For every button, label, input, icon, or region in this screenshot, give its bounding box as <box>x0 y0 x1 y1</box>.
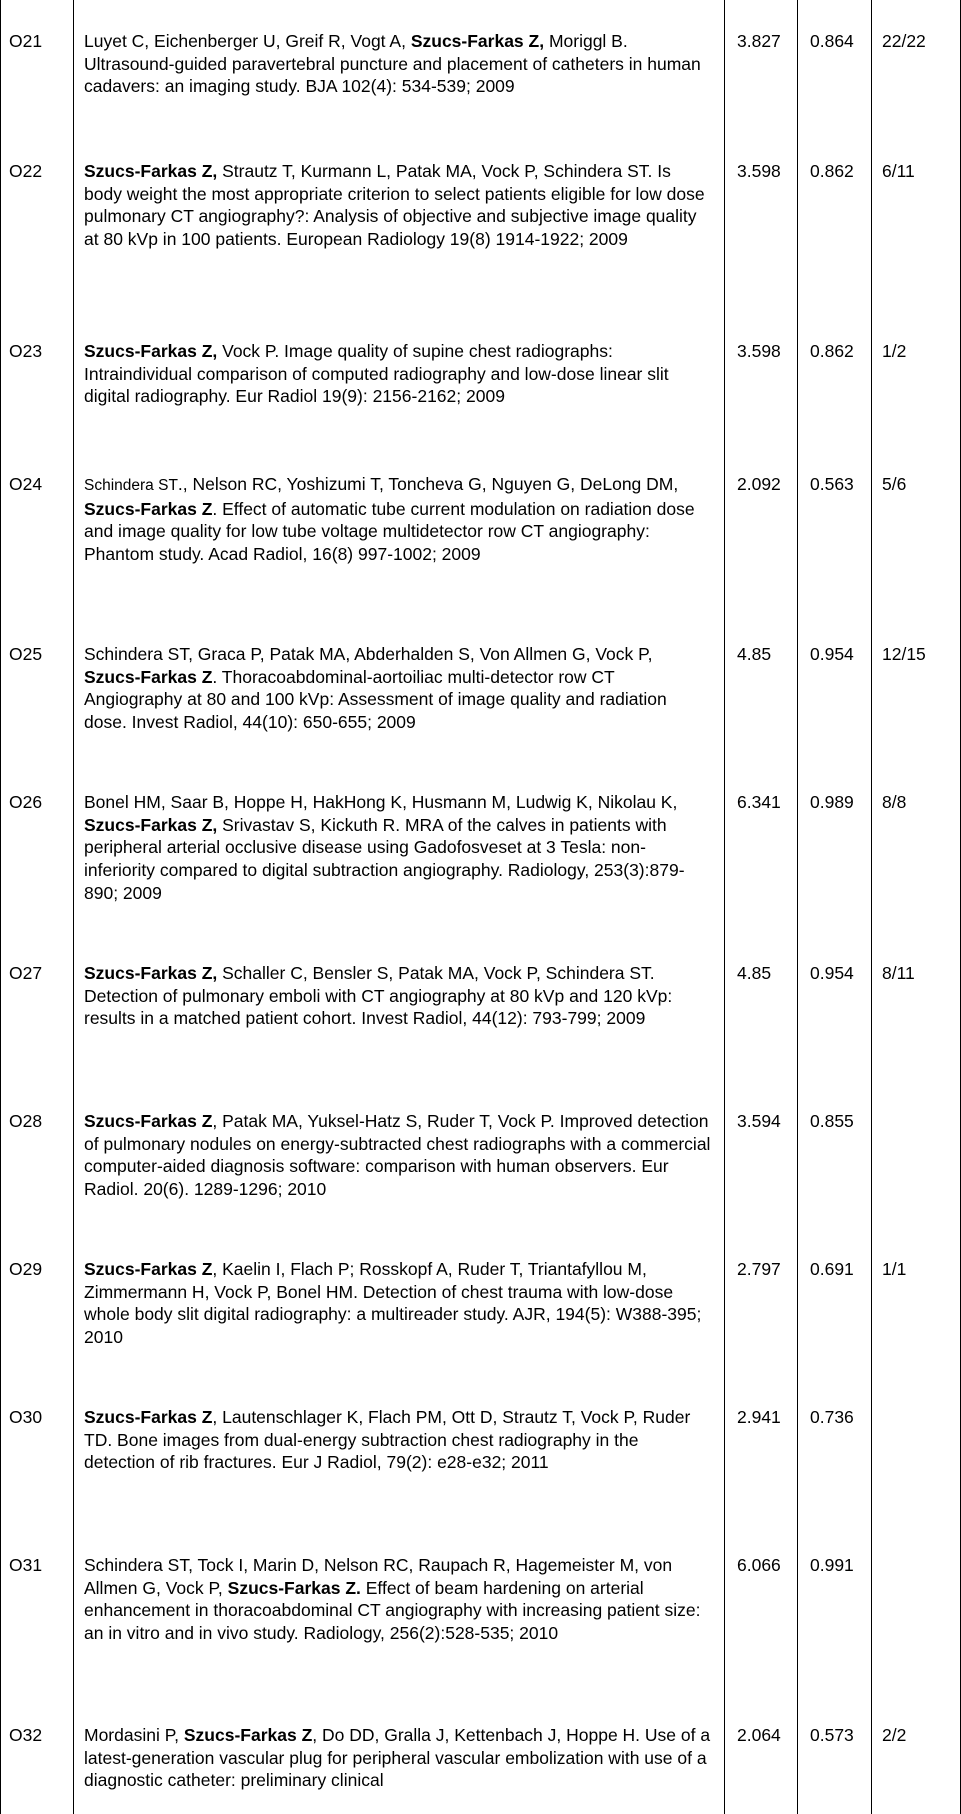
author-position: 6/11 <box>872 126 961 306</box>
publication-reference <box>74 1690 725 1814</box>
author-position: 1/2 <box>872 306 961 439</box>
reference-segment: Schindera ST, Graca P, Patak MA, Abderhalden S, Von Allmen G, Vock P, <box>84 644 653 664</box>
publication-table-body <box>1 0 961 1814</box>
table-row <box>1 1520 961 1690</box>
table-row <box>1 1224 961 1372</box>
publication-reference <box>74 1076 725 1224</box>
reference-segment: ., Nelson RC, Yoshizumi T, Toncheva G, Nguyen G, DeLong DM, <box>177 474 679 494</box>
publication-reference <box>74 126 725 306</box>
reference-text <box>84 962 712 1030</box>
author-position <box>872 1372 961 1520</box>
reference-author-highlight: Szucs-Farkas Z. <box>227 1577 361 1598</box>
reference-text <box>84 473 712 566</box>
reference-text <box>84 1258 712 1349</box>
reference-segment: Schindera ST, Tock I, Marin D, Nelson RC, Raupach R, Hagemeister M, von Allmen G, Vock P, <box>84 1555 673 1598</box>
relative-impact: 0.864 <box>798 0 872 126</box>
publication-reference <box>74 0 725 126</box>
impact-factor: 6.341 <box>725 757 798 928</box>
reference-segment: . Effect of automatic tube current modulation on radiation dose and image quality for low tube voltage multidetector row CT angiography: Phantom study. Acad Radiol, 16(8) 997-1002; 2009 <box>84 498 695 565</box>
table-row <box>1 0 961 126</box>
publication-reference <box>74 609 725 757</box>
relative-impact: 0.855 <box>798 1076 872 1224</box>
relative-impact: 0.954 <box>798 609 872 757</box>
author-position: 1/1 <box>872 1224 961 1372</box>
reference-text <box>84 1724 712 1792</box>
author-position <box>872 1076 961 1224</box>
impact-factor: 6.066 <box>725 1520 798 1690</box>
relative-impact: 0.736 <box>798 1372 872 1520</box>
publication-number: O32 <box>1 1690 74 1814</box>
reference-segment: Luyet C, Eichenberger U, Greif R, Vogt A, <box>84 31 411 51</box>
reference-author-highlight: Szucs-Farkas Z <box>84 1259 213 1279</box>
relative-impact: 0.573 <box>798 1690 872 1814</box>
reference-segment: , Do DD, Gralla J, Kettenbach J, Hoppe H. Use of a latest-generation vascular plug for peripheral vascular embolization with use of a diagnostic catheter: preliminary clinical <box>84 1725 711 1791</box>
author-position: 8/11 <box>872 928 961 1076</box>
publication-reference <box>74 1372 725 1520</box>
reference-text <box>84 1406 712 1474</box>
reference-text <box>84 1110 712 1201</box>
impact-factor: 3.594 <box>725 1076 798 1224</box>
reference-author-highlight: Szucs-Farkas Z, <box>84 341 218 361</box>
reference-author-highlight: Szucs-Farkas Z, <box>410 31 545 51</box>
reference-segment: Vock P. Image quality of supine chest radiographs: Intraindividual comparison of computed radiography and low-dose linear slit digital radiography. Eur Radiol 19(9): 2156-2162; 2009 <box>84 341 669 407</box>
publication-number: O25 <box>1 609 74 757</box>
relative-impact: 0.954 <box>798 928 872 1076</box>
publication-number: O30 <box>1 1372 74 1520</box>
reference-text <box>84 160 712 251</box>
impact-factor: 3.598 <box>725 126 798 306</box>
publication-number: O22 <box>1 126 74 306</box>
publication-reference <box>74 757 725 928</box>
reference-segment: Moriggl B. Ultrasound-guided paravertebral puncture and placement of catheters in human cadavers: an imaging study. BJA 102(4): 534-539; 2009 <box>84 31 701 97</box>
reference-author-highlight: Szucs-Farkas Z <box>84 666 213 687</box>
relative-impact: 0.862 <box>798 126 872 306</box>
publication-number: O26 <box>1 757 74 928</box>
relative-impact: 0.862 <box>798 306 872 439</box>
reference-author-highlight: Szucs-Farkas Z <box>84 1407 213 1427</box>
relative-impact: 0.989 <box>798 757 872 928</box>
table-row <box>1 126 961 306</box>
table-row <box>1 1076 961 1224</box>
reference-text <box>84 1554 712 1645</box>
reference-text <box>84 30 712 98</box>
relative-impact: 0.691 <box>798 1224 872 1372</box>
table-row <box>1 609 961 757</box>
table-row <box>1 757 961 928</box>
reference-author-highlight: Szucs-Farkas Z, <box>84 963 218 983</box>
reference-author-highlight: Szucs-Farkas Z <box>183 1725 313 1745</box>
reference-segment: Bonel HM, Saar B, Hoppe H, HakHong K, Husmann M, Ludwig K, Nikolau K, <box>84 792 678 812</box>
author-position: 2/2 <box>872 1690 961 1814</box>
author-position: 5/6 <box>872 439 961 609</box>
impact-factor: 4.85 <box>725 928 798 1076</box>
table-row <box>1 306 961 439</box>
reference-segment: Schindera ST <box>84 477 178 494</box>
impact-factor: 3.827 <box>725 0 798 126</box>
reference-text <box>84 340 712 408</box>
publication-number: O31 <box>1 1520 74 1690</box>
reference-segment: Srivastav S, Kickuth R. MRA of the calves in patients with peripheral arterial occlusive disease using Gadofosveset at 3 Tesla: non-inferiority compared to digital subtraction angiography. Radiology, 253(3):879-890; 2009 <box>84 814 685 903</box>
reference-author-highlight: Szucs-Farkas Z, <box>84 161 218 181</box>
publication-reference <box>74 439 725 609</box>
publication-number: O28 <box>1 1076 74 1224</box>
publication-reference <box>74 306 725 439</box>
publication-number: O23 <box>1 306 74 439</box>
impact-factor: 2.064 <box>725 1690 798 1814</box>
author-position: 12/15 <box>872 609 961 757</box>
publication-reference <box>74 1224 725 1372</box>
reference-segment: Mordasini P, <box>84 1725 184 1745</box>
reference-segment: Schaller C, Bensler S, Patak MA, Vock P, Schindera ST. Detection of pulmonary emboli with CT angiography at 80 kVp and 120 kVp: results in a matched patient cohort. Invest Radiol, 44(12): 793-799; 2009 <box>84 963 673 1029</box>
author-position <box>872 1520 961 1690</box>
publication-number: O21 <box>1 0 74 126</box>
impact-factor: 2.092 <box>725 439 798 609</box>
publication-number: O24 <box>1 439 74 609</box>
publication-reference <box>74 1520 725 1690</box>
table-row <box>1 1372 961 1520</box>
reference-text <box>84 643 712 734</box>
reference-text <box>84 791 712 905</box>
reference-segment: Strautz T, Kurmann L, Patak MA, Vock P, Schindera ST. Is body weight the most appropriate criterion to select patients eligible for low dose pulmonary CT angiography?: Analysis of objective and subjective image quality at 80 kVp in 100 patients. European Radiology 19(8) 1914-1922; 2009 <box>84 161 705 250</box>
reference-author-highlight: Szucs-Farkas Z, <box>84 814 218 835</box>
impact-factor: 3.598 <box>725 306 798 439</box>
table-row <box>1 439 961 609</box>
author-position: 8/8 <box>872 757 961 928</box>
reference-segment: , Lautenschlager K, Flach PM, Ott D, Strautz T, Vock P, Ruder TD. Bone images from dual-energy subtraction chest radiography in the detection of rib fractures. Eur J Radiol, 79(2): e28-e32; 2011 <box>84 1407 691 1473</box>
impact-factor: 2.941 <box>725 1372 798 1520</box>
publication-reference <box>74 928 725 1076</box>
reference-author-highlight: Szucs-Farkas Z <box>84 1111 213 1131</box>
impact-factor: 2.797 <box>725 1224 798 1372</box>
table-row <box>1 928 961 1076</box>
relative-impact: 0.563 <box>798 439 872 609</box>
reference-segment: , Kaelin I, Flach P; Rosskopf A, Ruder T, Triantafyllou M, Zimmermann H, Vock P, Bonel HM. Detection of chest trauma with low-dose whole body slit digital radiography: a multireader study. AJR, 194(5): W388-395; 2010 <box>84 1259 702 1348</box>
impact-factor: 4.85 <box>725 609 798 757</box>
reference-segment: . Thoracoabdominal-aortoiliac multi-detector row CT Angiography at 80 and 100 kVp: Assessment of image quality and radiation dose. Invest Radiol, 44(10): 650-655; 2009 <box>84 666 667 733</box>
reference-segment: , Patak MA, Yuksel-Hatz S, Ruder T, Vock P. Improved detection of pulmonary nodules on energy-subtracted chest radiographs with a commercial computer-aided diagnosis software: comparison with human observers. Eur Radiol. 20(6). 1289-1296; 2010 <box>84 1111 711 1200</box>
publication-number: O27 <box>1 928 74 1076</box>
relative-impact: 0.991 <box>798 1520 872 1690</box>
publication-number: O29 <box>1 1224 74 1372</box>
reference-segment: Effect of beam hardening on arterial enhancement in thoracoabdominal CT angiography with increasing patient size: an in vitro and in vivo study. Radiology, 256(2):528-535; 2010 <box>84 1577 701 1644</box>
reference-author-highlight: Szucs-Farkas Z <box>84 498 213 519</box>
table-row <box>1 1690 961 1814</box>
author-position: 22/22 <box>872 0 961 126</box>
